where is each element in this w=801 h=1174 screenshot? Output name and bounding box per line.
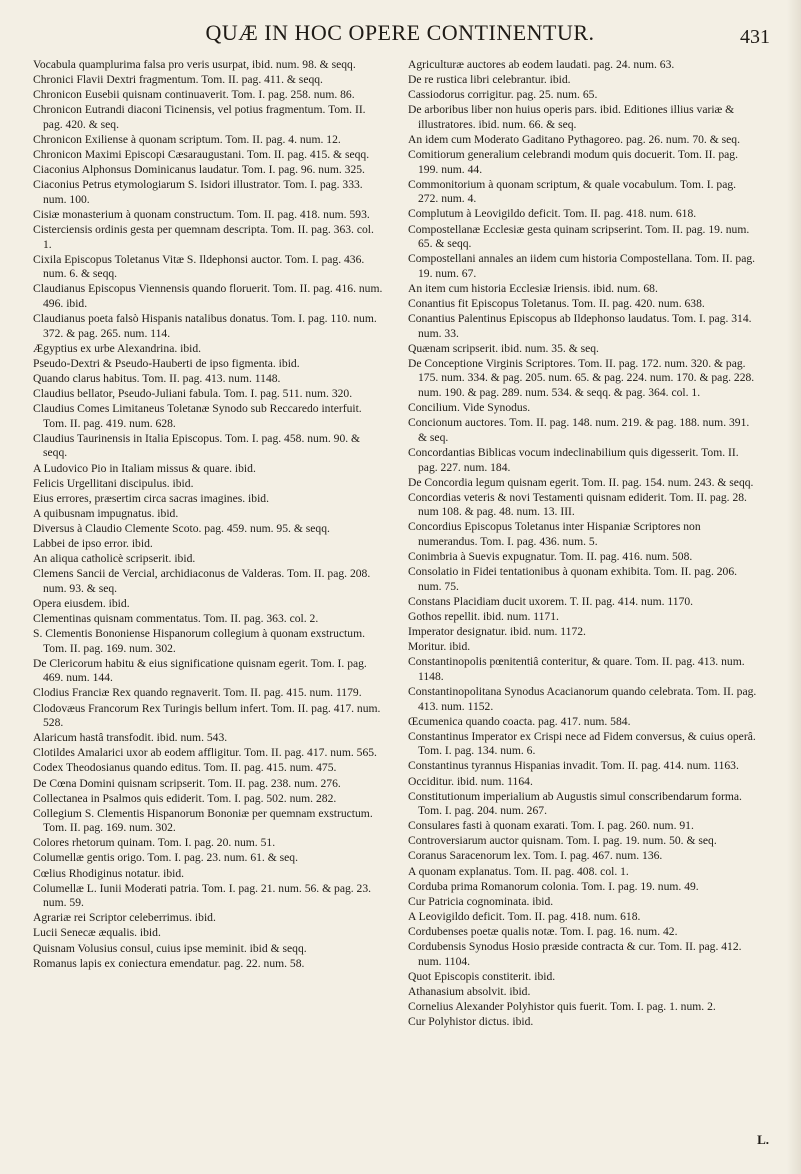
index-entry: Columellæ gentis origo. Tom. I. pag. 23. num. 61. & seq. [33,851,298,865]
index-entry: De Concordia legum quisnam egerit. Tom. II. pag. 154. num. 243. & seqq. [408,475,754,489]
page-number: 431 [740,26,770,48]
index-entry: Cassiodorus corrigitur. pag. 25. num. 65. [408,88,598,102]
index-entry: Ciaconius Petrus etymologiarum S. Isidori illustrator. Tom. I. pag. 333. num. 100. [33,178,363,206]
index-entry: Concordius Episcopus Toletanus inter Hispaniæ Scriptores non numerandus. Tom. I. pag. 436. num. 5. [408,520,701,548]
index-entry: Columellæ L. Iunii Moderati patria. Tom. I. pag. 21. num. 56. & pag. 23. num. 59. [33,881,372,910]
index-entry: Chronicon Exiliense à quonam scriptum. Tom. II. pag. 4. num. 12. [33,132,341,146]
index-entry: Codex Theodosianus quando editus. Tom. II. pag. 415. num. 475. [33,761,337,775]
index-entry: De arboribus liber non huius operis pars. ibid. Editiones illius variæ & illustratores. ibid. num. 66. & seq. [408,103,735,131]
index-entry: De Clericorum habitu & eius significatione quisnam egerit. Tom. I. pag. 469. num. 144. [33,656,367,685]
index-entry: Compostellanæ Ecclesiæ gesta quinam scripserint. Tom. II. pag. 19. num. 65. & seqq. [408,222,750,251]
index-entry: Imperator designatur. ibid. num. 1172. [408,625,586,639]
index-entry: Cisterciensis ordinis gesta per quemnam descripta. Tom. II. pag. 363. col. 1. [33,223,374,251]
index-entry: Occiditur. ibid. num. 1164. [408,774,533,788]
index-entry: Cur Polyhistor dictus. ibid. [408,1015,534,1028]
index-entry: Ægyptius ex urbe Alexandrina. ibid. [33,341,202,355]
index-entry: De Cœna Domini quisnam scripserit. Tom. II. pag. 238. num. 276. [33,776,341,790]
index-entry: De re rustica libri celebrantur. ibid. [408,73,571,87]
index-entry: Coranus Saracenorum lex. Tom. I. pag. 467. num. 136. [408,849,663,863]
index-entry: Vocabula quamplurima falsa pro veris usurpat, ibid. num. 98. & seqq. [33,58,356,71]
page-edge-shadow [787,0,801,1174]
index-entry: Chronici Flavii Dextri fragmentum. Tom. II. pag. 411. & seqq. [33,73,323,87]
index-entry: Constantinopolis pœnitentiâ conteritur, & quare. Tom. II. pag. 413. num. 1148. [408,655,745,683]
index-entry: Clodius Franciæ Rex quando regnaverit. Tom. II. pag. 415. num. 1179. [33,686,362,700]
index-entry: Alaricum hastâ transfodit. ibid. num. 543. [33,731,228,745]
index-entry: Clementinas quisnam commentatus. Tom. II. pag. 363. col. 2. [33,611,319,625]
index-entry: Constans Placidiam ducit uxorem. T. II. pag. 414. num. 1170. [408,594,694,608]
index-entry: Consulares fasti à quonam exarati. Tom. I. pag. 260. num. 91. [408,819,694,833]
index-entry: Cordubenses poetæ qualis notæ. Tom. I. pag. 16. num. 42. [408,924,678,938]
index-entry: Claudius Taurinensis in Italia Episcopus. Tom. I. pag. 458. num. 90. & seqq. [33,431,361,460]
index-entry: Diversus à Claudio Clemente Scoto. pag. 459. num. 95. & seqq. [33,521,330,535]
index-entry: Claudius bellator, Pseudo-Juliani fabula. Tom. I. pag. 511. num. 320. [33,387,353,401]
index-entry: Constantinopolitana Synodus Acacianorum quando celebrata. Tom. II. pag. 413. num. 1152. [408,684,757,713]
index-entry: Agriculturæ auctores ab eodem laudati. pag. 24. num. 63. [408,58,675,71]
index-entry: Cixila Episcopus Toletanus Vitæ S. Ildephonsi auctor. Tom. I. pag. 436. num. 6. & seqq. [33,252,365,281]
index-entry: Felicis Urgellitani discipulus. ibid. [33,476,194,490]
index-column-right [408,58,758,1030]
index-entry: Chronicon Maximi Episcopi Cæsaraugustani. Tom. II. pag. 415. & seqq. [33,148,370,162]
index-entry: Claudianus poeta falsò Hispanis natalibus donatus. Tom. I. pag. 110. num. 372. & pag. 265. num. 114. [33,312,377,340]
index-entry: Agrariæ rei Scriptor celeberrimus. ibid. [33,911,216,925]
index-entry: S. Clementis Bononiense Hispanorum collegium à quonam exstructum. Tom. II. pag. 169. num. 302. [33,627,365,655]
index-entry: Cornelius Alexander Polyhistor quis fuerit. Tom. I. pag. 1. num. 2. [408,999,716,1013]
index-entry: Clemens Sancii de Vercial, archidiaconus de Valderas. Tom. II. pag. 208. num. 93. & seq. [33,567,371,595]
index-entry: Concilium. Vide Synodus. [408,401,531,415]
index-entry: Concionum auctores. Tom. II. pag. 148. num. 219. & pag. 188. num. 391. & seq. [408,416,750,444]
index-entry: Conimbria à Suevis expugnatur. Tom. II. pag. 416. num. 508. [408,550,693,564]
index-entry: Complutum à Leovigildo deficit. Tom. II. pag. 418. num. 618. [408,207,697,221]
index-entry: A Ludovico Pio in Italiam missus & quare. ibid. [33,461,256,475]
index-entry: Clodovæus Francorum Rex Turingis bellum infert. Tom. II. pag. 417. num. 528. [33,701,381,730]
index-entry: A Leovigildo deficit. Tom. II. pag. 418. num. 618. [408,909,641,923]
index-entry: Eius errores, præsertim circa sacras imagines. ibid. [33,491,269,505]
index-entry: Œcumenica quando coacta. pag. 417. num. 584. [408,714,631,728]
index-entry: Collegium S. Clementis Hispanorum Bononiæ per quemnam exstructum. Tom. II. pag. 169. num. 302. [33,806,373,835]
page-header [30,14,770,56]
index-entry: An item cum historia Ecclesiæ Iriensis. ibid. num. 68. [408,281,658,295]
index-entry: Compostellani annales an iidem cum historia Compostellana. Tom. II. pag. 19. num. 67. [408,252,756,280]
index-entry: Collectanea in Psalmos quis ediderit. Tom. I. pag. 502. num. 282. [33,791,337,805]
catchword: L. [757,1132,769,1147]
index-entry: Chronicon Eusebii quisnam continuaverit. Tom. I. pag. 258. num. 86. [33,88,355,102]
index-entry: Lucii Senecæ æqualis. ibid. [33,926,161,940]
index-entry: Concordantias Biblicas vocum indeclinabilium quis digesserit. Tom. II. pag. 227. num. 184. [408,445,739,474]
index-entry: Consolatio in Fidei tentationibus à quonam exhibita. Tom. II. pag. 206. num. 75. [408,565,738,593]
index-entry: Clotildes Amalarici uxor ab eodem affligitur. Tom. II. pag. 417. num. 565. [33,746,377,760]
index-entry: Claudianus Episcopus Viennensis quando floruerit. Tom. II. pag. 416. num. 496. ibid. [33,282,383,310]
index-entry: Romanus lapis ex coniectura emendatur. pag. 22. num. 58. [33,956,305,970]
index-entry: Pseudo-Dextri & Pseudo-Hauberti de ipso figmenta. ibid. [33,356,300,370]
index-entry: Moritur. ibid. [408,640,471,654]
index-entry: A quibusnam impugnatus. ibid. [33,506,179,520]
index-column-left [33,58,383,972]
index-entry: Chronicon Eutrandi diaconi Ticinensis, vel potius fragmentum. Tom. II. pag. 420. & seq. [33,103,366,131]
index-entry: Cur Patricia cognominata. ibid. [408,894,554,908]
index-entry: Quisnam Volusius consul, cuius ipse meminit. ibid & seqq. [33,941,307,955]
index-entry: Controversiarum auctor quisnam. Tom. I. pag. 19. num. 50. & seq. [408,834,717,848]
index-entry: Conantius Palentinus Episcopus ab Ildephonso laudatus. Tom. I. pag. 314. num. 33. [408,312,752,340]
index-entry: Labbei de ipso error. ibid. [33,537,153,550]
index-entry: Cordubensis Synodus Hosio præside contracta & cur. Tom. II. pag. 412. num. 1104. [408,940,742,968]
index-entry: Quando clarus habitus. Tom. II. pag. 413. num. 1148. [33,371,281,385]
index-entry: Claudius Comes Limitaneus Toletanæ Synodo sub Reccaredo interfuit. Tom. II. pag. 419. num. 628. [33,402,362,430]
index-entry: De Conceptione Virginis Scriptores. Tom. II. pag. 172. num. 320. & pag. 175. num. 334. & pag. 205. num. 65. & pag. 224. num. 170. & pag. 228. num. 190. & pag. 289. num. 534. & seqq. & pag. 364. col. 1. [408,356,755,400]
index-entry: Comitiorum generalium celebrandi modum quis docuerit. Tom. II. pag. 199. num. 44. [408,148,738,176]
running-title: QUÆ IN HOC OPERE CONTINENTUR. [205,20,595,45]
index-entry: Cisiæ monasterium à quonam constructum. Tom. II. pag. 418. num. 593. [33,207,370,221]
index-entry: Ciaconius Alphonsus Dominicanus laudatur. Tom. I. pag. 96. num. 325. [33,163,365,177]
index-entry: Opera eiusdem. ibid. [33,596,130,610]
index-entry: Gothos repellit. ibid. num. 1171. [408,609,559,623]
index-entry: Corduba prima Romanorum colonia. Tom. I. pag. 19. num. 49. [408,879,699,893]
index-entry: Constitutionum imperialium ab Augustis simul conscribendarum forma. Tom. I. pag. 204. num. 267. [408,789,742,818]
index-entry: Commonitorium à quonam scriptum, & quale vocabulum. Tom. I. pag. 272. num. 4. [408,177,737,206]
index-entry: An idem cum Moderato Gaditano Pythagoreo. pag. 26. num. 70. & seq. [408,132,740,146]
index-entry: Cœlius Rhodiginus notatur. ibid. [33,866,185,880]
index-entry: Quænam scripserit. ibid. num. 35. & seq. [408,341,599,355]
index-entry: Concordias veteris & novi Testamenti quisnam ediderit. Tom. II. pag. 28. num 108. & pag. 48. num. 13. III. [408,490,747,519]
index-entry: Athanasium absolvit. ibid. [408,984,531,998]
index-entry: An aliqua catholicè scripserit. ibid. [33,552,196,566]
index-entry: A quonam explanatus. Tom. II. pag. 408. col. 1. [408,864,629,878]
index-entry: Constantinus Imperator ex Crispi nece ad Fidem conversus, & cuius operâ. Tom. I. pag. 134. num. 6. [408,729,756,758]
index-entry: Quot Episcopis constiterit. ibid. [408,969,556,983]
index-entry: Constantinus tyrannus Hispanias invadit. Tom. II. pag. 414. num. 1163. [408,759,739,773]
index-entry: Conantius fit Episcopus Toletanus. Tom. II. pag. 420. num. 638. [408,297,705,310]
index-entry: Colores rhetorum quinam. Tom. I. pag. 20. num. 51. [33,836,276,850]
